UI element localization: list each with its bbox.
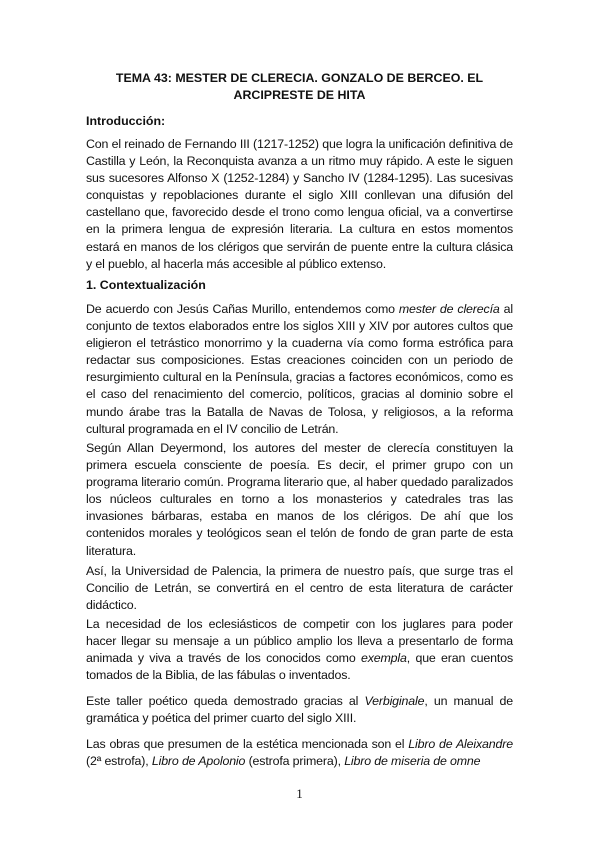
paragraph-1	[86, 301, 513, 438]
paragraph-5-text-a: Este taller poético queda demostrado gracias al	[86, 694, 365, 708]
paragraph-1-emphasis: mester de clerecía	[398, 302, 500, 316]
paragraph-4-text-b: , que eran cuentos tomados de la Biblia, de las fábulas o inventados.	[86, 651, 513, 683]
paragraph-6-text-a: Las obras que presumen de la estética mencionada son el	[86, 737, 409, 751]
page-number: 1	[296, 786, 303, 801]
paragraph-5-emphasis: Verbiginale	[364, 694, 425, 708]
paragraph-5	[86, 693, 513, 727]
paragraph-1-text-b: al conjunto de textos elaborados entre los siglos XIII y XIV por autores cultos que eligieron el tetrástico monorrimo y la cuaderna vía como forma estrófica para redactar sus composiciones. Estas creaciones coinciden con un periodo de resurgimiento cultural en la Península, gracias a factores económicos, como es el caso del renacimiento del comercio, políticos, gracias al dominio sobre el mundo árabe tras la Batalla de Navas de Tolosa, y religiosos, a la reforma cultural programada en el IV concilio de Letrán.	[86, 302, 513, 436]
paragraph-6-emphasis-1: Libro de Aleixandre	[408, 737, 513, 751]
paragraph-5-text-b: , un manual de gramática y poética del primer cuarto del siglo XIII.	[86, 694, 513, 726]
paragraph-4-text-a: La necesidad de los eclesiásticos de competir con los juglares para poder hacer llegar su mensaje a un público amplio los lleva a presentarlo de forma animada y viva a través de los conocidos como	[86, 617, 513, 666]
paragraph-6-emphasis-2: Libro de Apolonio	[151, 754, 246, 769]
paragraph-3: Así, la Universidad de Palencia, la primera de nuestro país, que surge tras el Concilio de Letrán, se convertirá en el centro de esta literatura de carácter didáctico.	[86, 564, 513, 613]
paragraph-4-emphasis: exempla	[360, 651, 407, 666]
document-title: TEMA 43: MESTER DE CLERECIA. GONZALO DE BERCEO. EL ARCIPRESTE DE HITA	[115, 71, 484, 102]
paragraph-6	[86, 736, 513, 770]
intro-heading: Introducción:	[86, 114, 166, 128]
paragraph-6-emphasis-3: Libro de miseria de omne	[344, 754, 481, 769]
paragraph-4	[86, 616, 513, 684]
paragraph-6-text-c: (estrofa primera),	[245, 754, 345, 769]
intro-paragraph: Con el reinado de Fernando III (1217-1252) que logra la unificación definitiva de Castilla y León, la Reconquista avanza a un ritmo muy rápido. A este le siguen sus sucesores Alfonso X (1252-1284) y Sancho IV (1284-1295). Las sucesivas conquistas y repoblaciones durante el siglo XIII conllevan una difusión del castellano que, favorecido desde el trono como lengua oficial, va a convertirse en la primera lengua de expresión literaria. La cultura en estos momentos estará en manos de los clérigos que servirán de puente entre la cultura clásica y el pueblo, al hacerla más accesible al público extenso.	[86, 137, 513, 271]
section-1-heading: 1. Contextualización	[86, 278, 206, 292]
paragraph-1-text-a: De acuerdo con Jesús Cañas Murillo, entendemos como	[86, 302, 399, 316]
paragraph-6-text-b: (2ª estrofa),	[86, 754, 152, 769]
paragraph-2: Según Allan Deyermond, los autores del mester de clerecía constituyen la primera escuela consciente de poesía. Es decir, el primer grupo con un programa literario común. Programa literario que, al haber quedado paralizados los núcleos culturales en torno a los monasterios y catedrales tras las invasiones bárbaras, estaba en manos de los clérigos. De ahí que los contenidos morales y teológicos sean el telón de fondo de gran parte de esta literatura.	[86, 441, 513, 558]
